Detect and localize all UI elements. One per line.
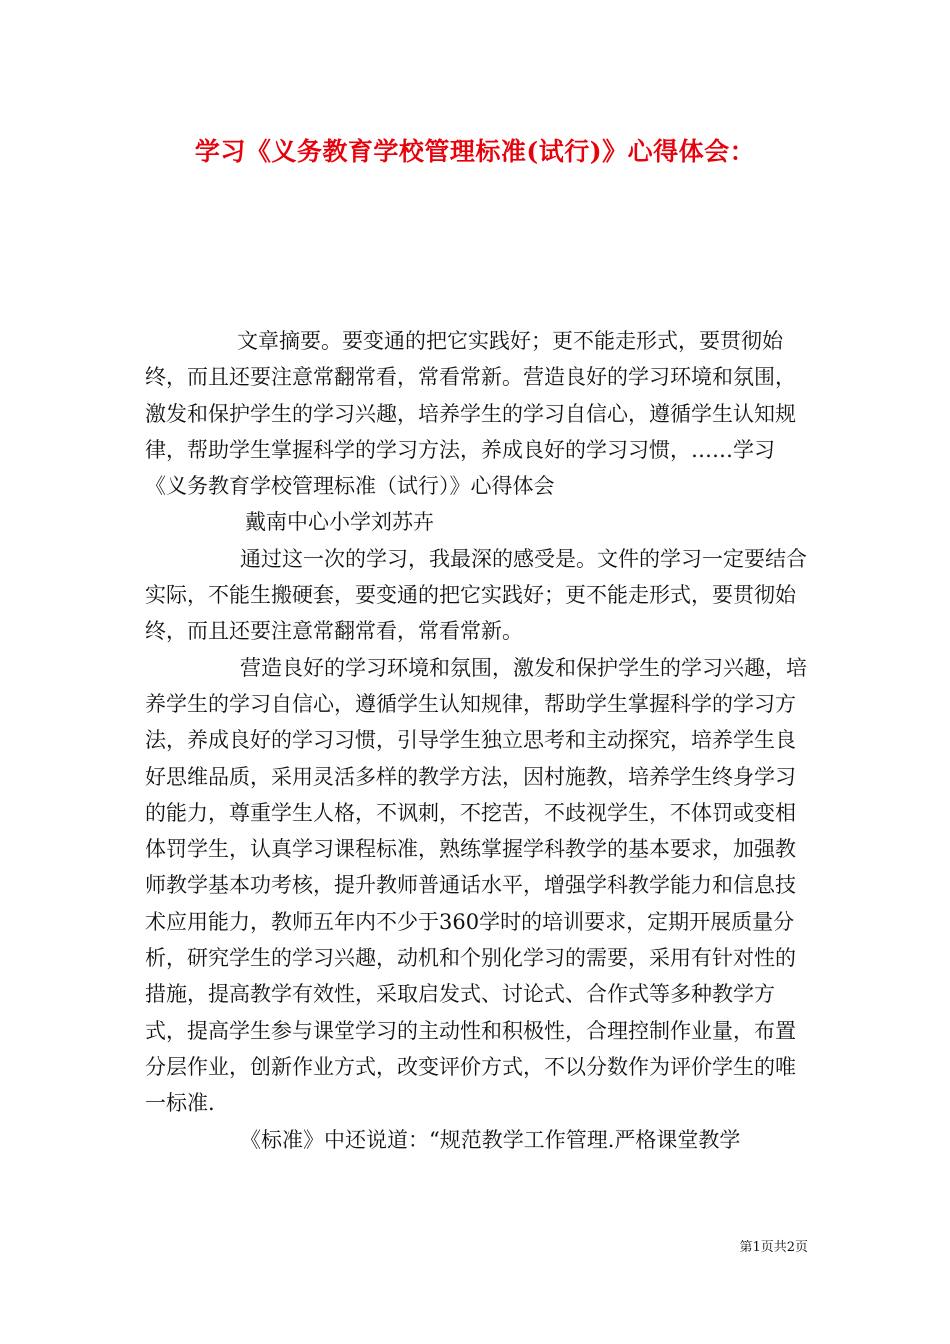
author-line: 戴南中心小学刘苏卉 — [245, 510, 434, 535]
abstract-paragraph: 文章摘要。要变通的把它实践好；更不能走形式，要贯彻始终，而且还要注意常翻常看，常看常新。营造良好的学习环境和氛围，激发和保护学生的学习兴趣，培养学生的学习自信心，遵循学生认知规律，帮助学生掌握科学的学习方法，养成良好的学习习惯，……学习《义务教育学校管理标准（试行）》心得体会 — [145, 329, 796, 499]
document-title: 学习《义务教育学校管理标准(试行)》心得体会： — [194, 137, 756, 166]
document-body — [145, 323, 815, 1158]
page-number-footer: 第1页共2页 — [739, 1240, 808, 1255]
body-paragraph-2: 营造良好的学习环境和氛围，激发和保护学生的学习兴趣，培养学生的学习自信心，遵循学生认知规律，帮助学生掌握科学的学习方法，养成良好的学习习惯，引导学生独立思考和主动探究，培养学生良好思维品质，采用灵活多样的教学方法，因村施教，培养学生终身学习的能力，尊重学生人格，不讽刺，不挖苦，不歧视学生，不体罚或变相体罚学生，认真学习课程标准，熟练掌握学科教学的基本要求，加强教师教学基本功考核，提升教师普通话水平，增强学科教学能力和信息技术应用能力，教师五年内不少于360学时的培训要求，定期开展质量分析，研究学生的学习兴趣，动机和个别化学习的需要，采用有针对性的措施，提高教学有效性，采取启发式、讨论式、合作式等多种教学方式，提高学生参与课堂学习的主动性和积极性，合理控制作业量，布置分层作业，创新作业方式，改变评价方式，不以分数作为评价学生的唯一标准. — [145, 655, 807, 1116]
body-paragraph-3: 《标准》中还说道：“规范教学工作管理.严格课堂教学 — [240, 1127, 741, 1152]
body-paragraph-1: 通过这一次的学习，我最深的感受是。文件的学习一定要结合实际，不能生搬硬套，要变通的把它实践好；更不能走形式，要贯彻始终，而且还要注意常翻常看，常看常新。 — [145, 546, 807, 644]
